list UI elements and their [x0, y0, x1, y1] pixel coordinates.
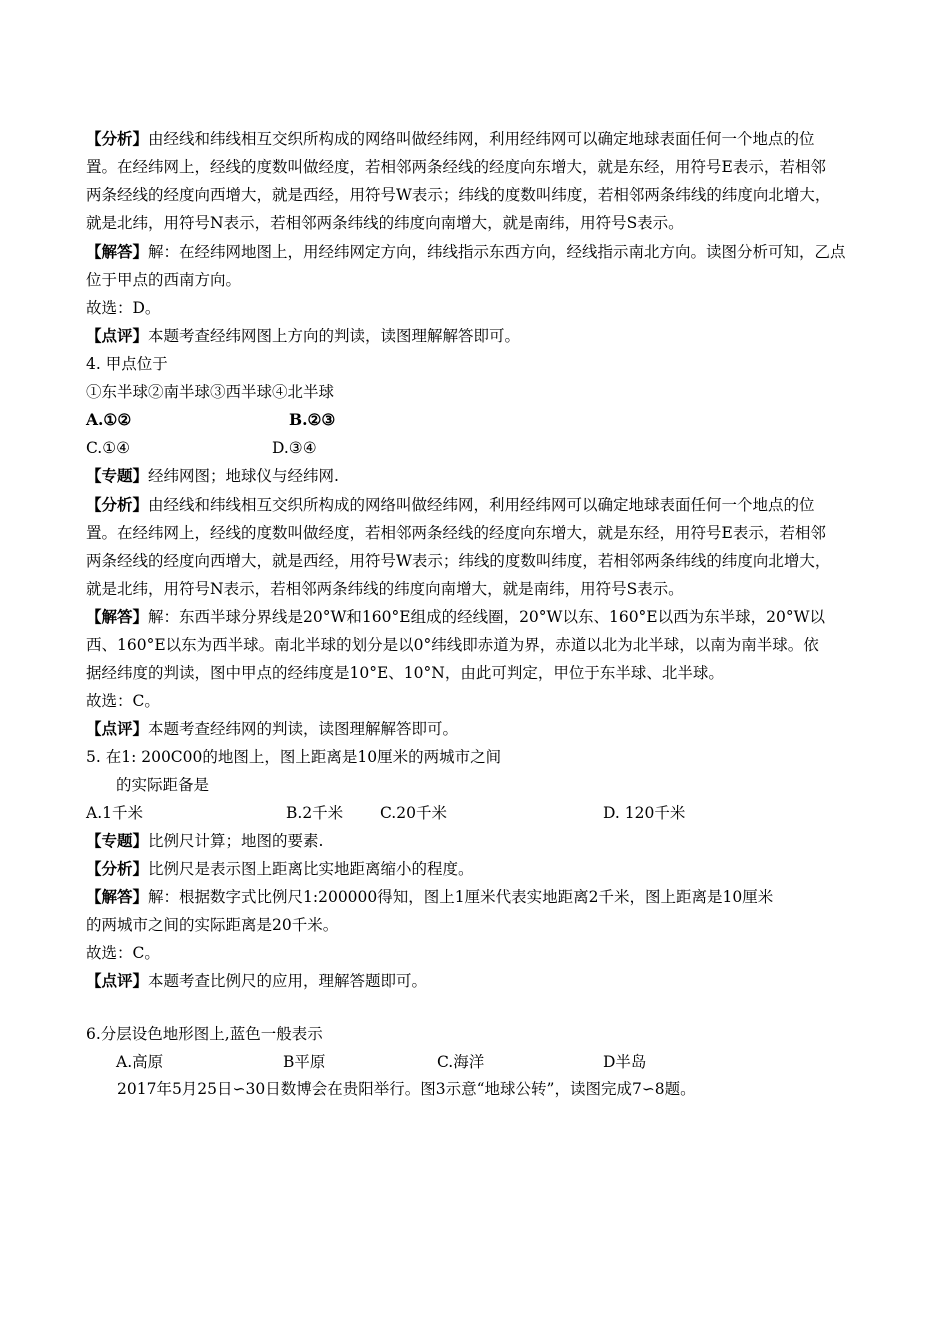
q5-stem-line-2: 的实际距备是	[116, 776, 210, 794]
q4-stem: 4. 甲点位于	[86, 355, 168, 373]
q4-analysis-line-4: 就是北纬，用符号N表示，若相邻两条纬线的纬度向南增大，就是南纬，用符号S表示。	[86, 580, 684, 598]
q7-8-intro: 2017年5月25日∽30日数博会在贵阳举行。图3示意“地球公转”，读图完成7∽8题。	[117, 1080, 696, 1098]
q4-items: ①东半球②南半球③西半球④北半球	[86, 383, 335, 401]
q5-choice: 故选：C。	[86, 944, 160, 962]
q5-analysis: 【分析】比例尺是表示图上距离比实地距离缩小的程度。	[86, 859, 474, 878]
q4-analysis-line-3: 两条经线的经度向西增大，就是西经，用符号W表示；纬线的度数叫纬度，若相邻两条纬线的纬度向北增大，	[86, 552, 831, 570]
q4-answer-line-3: 据经纬度的判读，图中甲点的经纬度是10°E、10°N，由此可判定，甲位于东半球、北半球。	[86, 664, 724, 682]
q5-answer-line-2: 的两城市之间的实际距离是20千米。	[86, 916, 339, 934]
q6-option-c: C.海洋	[437, 1053, 485, 1071]
q3-analysis-line-2: 置。在经纬网上，经线的度数叫做经度，若相邻两条经线的经度向东增大，就是东经，用符号E表示，若相邻	[86, 158, 826, 176]
q6-option-a: A.高原	[116, 1053, 164, 1071]
q4-option-d: D.③④	[272, 439, 317, 457]
q3-analysis-line-1: 【分析】由经线和纬线相互交织所构成的网络叫做经纬网，利用经纬网可以确定地球表面任何一个地点的位	[86, 129, 815, 148]
q5-option-d: D. 120千米	[603, 804, 686, 822]
q5-stem-line-1: 5. 在1: 200C00的地图上，图上距离是10厘米的两城市之间	[86, 748, 502, 766]
q5-option-a: A.1千米	[86, 804, 143, 822]
q4-choice: 故选：C。	[86, 692, 160, 710]
q4-option-b: B.②③	[289, 410, 336, 429]
q6-option-b: B平原	[283, 1053, 326, 1071]
q3-analysis-line-3: 两条经线的经度向西增大，就是西经，用符号W表示；纬线的度数叫纬度，若相邻两条纬线的纬度向北增大，	[86, 186, 831, 204]
q5-topic: 【专题】比例尺计算；地图的要素.	[86, 831, 324, 850]
q3-answer-line-1: 【解答】解：在经纬网地图上，用经纬网定方向，纬线指示东西方向，经线指示南北方向。读图分析可知，乙点	[86, 242, 846, 261]
q4-topic: 【专题】经纬网图；地球仪与经纬网.	[86, 466, 339, 485]
q5-comment: 【点评】本题考查比例尺的应用，理解答题即可。	[86, 971, 428, 990]
q3-answer-line-2: 位于甲点的西南方向。	[86, 271, 242, 289]
q4-answer-line-1: 【解答】解：东西半球分界线是20°W和160°E组成的经线圈，20°W以东、160°E以西为东半球，20°W以	[86, 607, 826, 626]
q5-option-c: C.20千米	[380, 804, 447, 822]
q3-analysis-line-4: 就是北纬，用符号N表示，若相邻两条纬线的纬度向南增大，就是南纬，用符号S表示。	[86, 214, 684, 232]
q5-answer-line-1: 【解答】解：根据数字式比例尺1:200000得知，图上1厘米代表实地距离2千米，图上距离是10厘米	[86, 887, 774, 906]
q4-analysis-line-2: 置。在经纬网上，经线的度数叫做经度，若相邻两条经线的经度向东增大，就是东经，用符号E表示，若相邻	[86, 524, 826, 542]
q6-option-d: D半岛	[603, 1053, 647, 1071]
q4-answer-line-2: 西、160°E以东为西半球。南北半球的划分是以0°纬线即赤道为界，赤道以北为北半球，以南为南半球。依	[86, 636, 819, 654]
q4-option-a: A.①②	[86, 410, 132, 429]
q5-option-b: B.2千米	[286, 804, 344, 822]
q4-option-c: C.①④	[86, 439, 131, 457]
q4-analysis-line-1: 【分析】由经线和纬线相互交织所构成的网络叫做经纬网，利用经纬网可以确定地球表面任何一个地点的位	[86, 495, 815, 514]
q3-choice: 故选：D。	[86, 299, 161, 317]
q3-comment: 【点评】本题考查经纬网图上方向的判读，读图理解解答即可。	[86, 326, 521, 345]
q6-stem: 6.分层设色地形图上,蓝色一般表示	[86, 1025, 323, 1043]
q4-comment: 【点评】本题考查经纬网的判读，读图理解解答即可。	[86, 719, 459, 738]
